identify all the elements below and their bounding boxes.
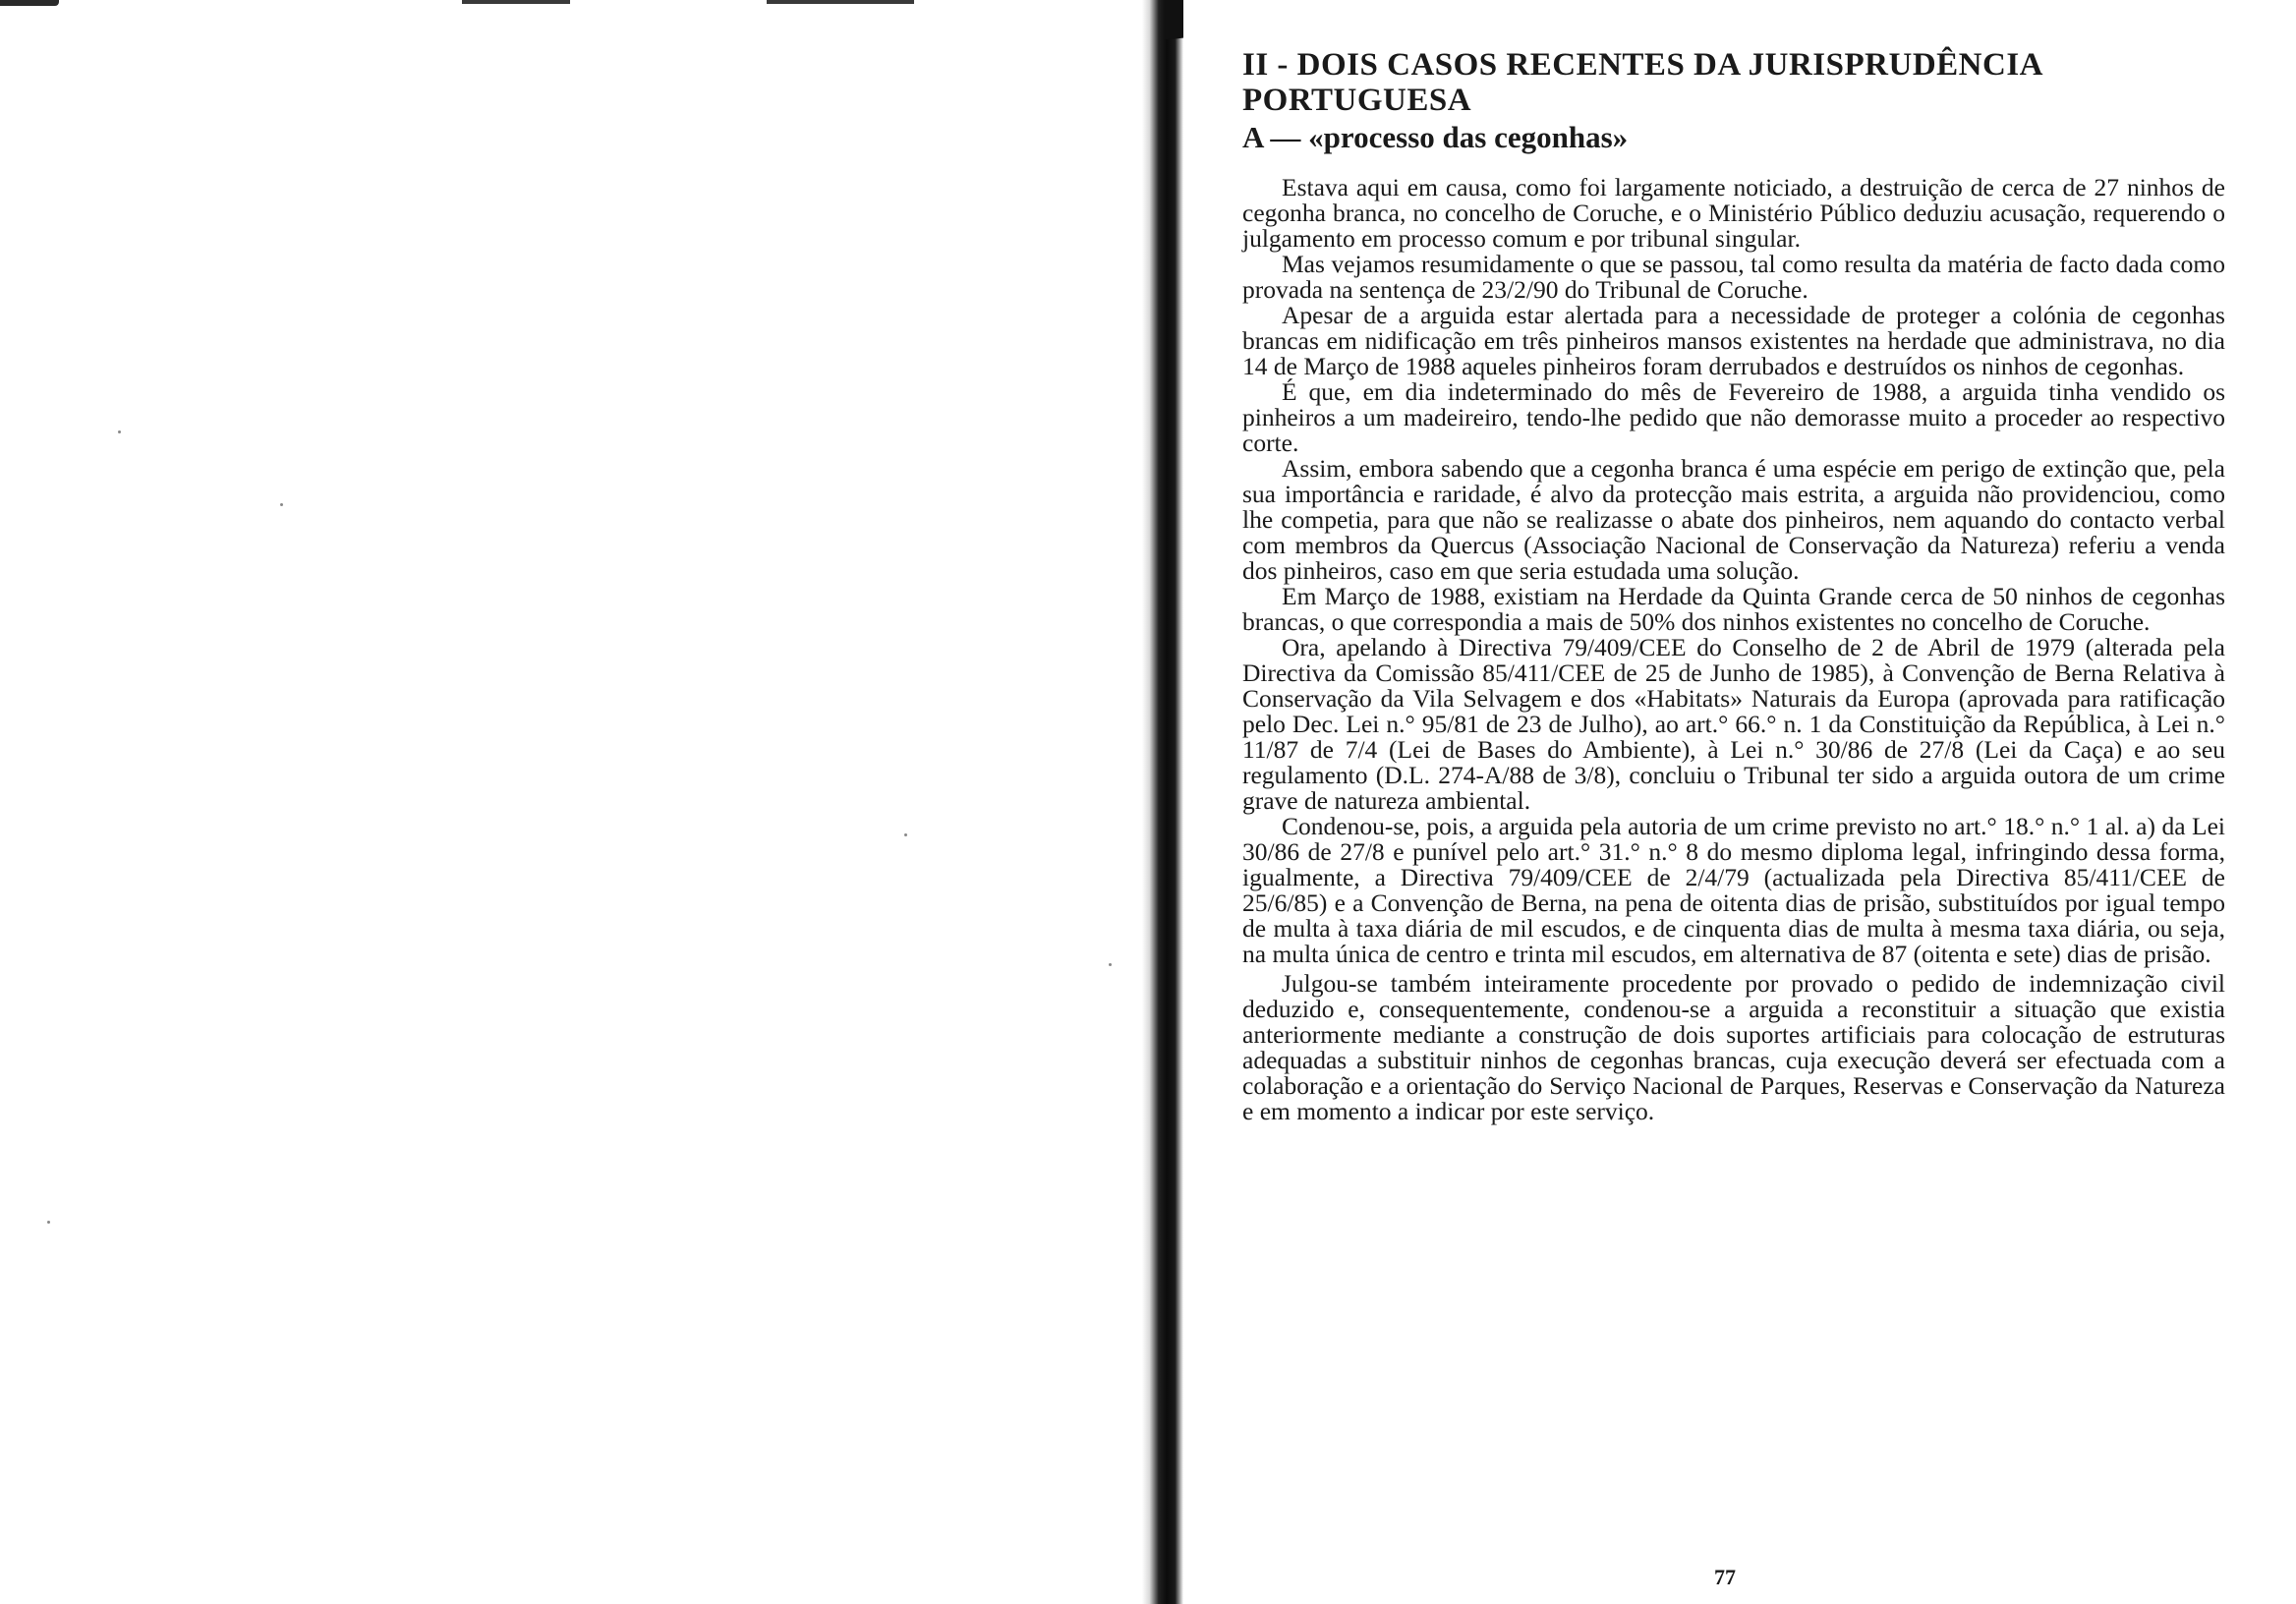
body-paragraph: Apesar de a arguida estar alertada para a necessidade de proteger a colónia de cegonhas brancas em nidificação em três pinheiros mansos existentes na herdade que administrava, no dia 14 de Março de 1988 aqueles pinheiros foram derrubados e destruídos os ninhos de cegonhas.	[1242, 301, 2225, 380]
body-paragraph: Condenou-se, pois, a arguida pela autoria de um crime previsto no art.° 18.° n.° 1 al. a) da Lei 30/86 de 27/8 e punível pelo art.° 31.° n.° 8 do mesmo diploma legal, infringindo dessa forma, igualmente, a Directiva 79/409/CEE de 2/4/79 (actualizada pela Directiva 85/411/CEE de 25/6/85) e a Convenção de Berna, na pena de oitenta dias de prisão, substituídos por igual tempo de multa à taxa diária de mil escudos, e de cinquenta dias de multa à mesma taxa diária, ou seja, na multa única de centro e trinta mil escudos, em alternativa de 87 (oitenta e sete) dias de prisão.	[1242, 812, 2225, 968]
scan-edge-mark	[767, 0, 914, 4]
right-text-page	[1183, 0, 2296, 1604]
scan-speck	[47, 1221, 50, 1224]
scan-edge-mark	[0, 0, 59, 6]
scan-speck	[1109, 963, 1112, 966]
body-paragraph: É que, em dia indeterminado do mês de Fevereiro de 1988, a arguida tinha vendido os pinheiros a um madeireiro, tendo-lhe pedido que não demorasse muito a proceder ao respectivo corte.	[1242, 377, 2225, 457]
scan-speck	[904, 833, 907, 836]
body-paragraph: Julgou-se também inteiramente procedente por provado o pedido de indemnização civil deduzido e, consequentemente, condenou-se a arguida a reconstituir a situação que existia anteriormente mediante a construção de dois suportes artificiais para colocação de estruturas adequadas a substituir ninhos de cegonhas brancas, cuja execução deverá ser efectuada com a colaboração e a orientação do Serviço Nacional de Parques, Reservas e Conservação da Natureza e em momento a indicar por este serviço.	[1242, 969, 2225, 1125]
page-content	[1242, 47, 2225, 1124]
scan-speck	[280, 503, 283, 506]
section-heading	[1242, 47, 2225, 118]
scan-speck	[118, 430, 121, 433]
heading-line-2: PORTUGUESA	[1242, 83, 1472, 118]
body-paragraph: Em Março de 1988, existiam na Herdade da Quinta Grande cerca de 50 ninhos de cegonhas brancas, o que correspondia a mais de 50% dos ninhos existentes no concelho de Coruche.	[1242, 582, 2225, 636]
body-paragraph: Estava aqui em causa, como foi largamente noticiado, a destruição de cerca de 27 ninhos de cegonha branca, no concelho de Coruche, e o Ministério Público deduziu acusação, requerendo o julgamento em processo comum e por tribunal singular.	[1242, 173, 2225, 253]
body-paragraph: Ora, apelando à Directiva 79/409/CEE do Conselho de 2 de Abril de 1979 (alterada pela Directiva da Comissão 85/411/CEE de 25 de Junho de 1985), à Convenção de Berna Relativa à Conservação da Vila Selvagem e dos «Habitats» Naturais da Europa (aprovada para ratificação pelo Dec. Lei n.° 95/81 de 23 de Julho), ao art.° 66.° n. 1 da Constituição da República, à Lei n.° 11/87 de 7/4 (Lei de Bases do Ambiente), à Lei n.° 30/86 de 27/8 (Lei da Caça) e ao seu regulamento (D.L. 274-A/88 de 3/8), concluiu o Tribunal ter sido a arguida outora de um crime grave de natureza ambiental.	[1242, 633, 2225, 815]
subsection-heading: A — «processo das cegonhas»	[1242, 120, 1629, 154]
page-number: 77	[1714, 1565, 1736, 1589]
scan-edge-mark	[462, 0, 570, 4]
book-binding-gutter	[1142, 0, 1183, 1604]
body-paragraph: Assim, embora sabendo que a cegonha branca é uma espécie em perigo de extinção que, pela sua importância e raridade, é alvo da protecção mais estrita, a arguida não providenciou, como lhe competia, para que não se realizasse o abate dos pinheiros, nem aquando do contacto verbal com membros da Quercus (Associação Nacional de Conservação da Natureza) referiu a venda dos pinheiros, caso em que seria estudada uma solução.	[1242, 454, 2225, 585]
body-paragraph: Mas vejamos resumidamente o que se passou, tal como resulta da matéria de facto dada como provada na sentença de 23/2/90 do Tribunal de Coruche.	[1242, 250, 2225, 304]
heading-line-1: II - DOIS CASOS RECENTES DA JURISPRUDÊNCIA	[1242, 47, 2043, 83]
